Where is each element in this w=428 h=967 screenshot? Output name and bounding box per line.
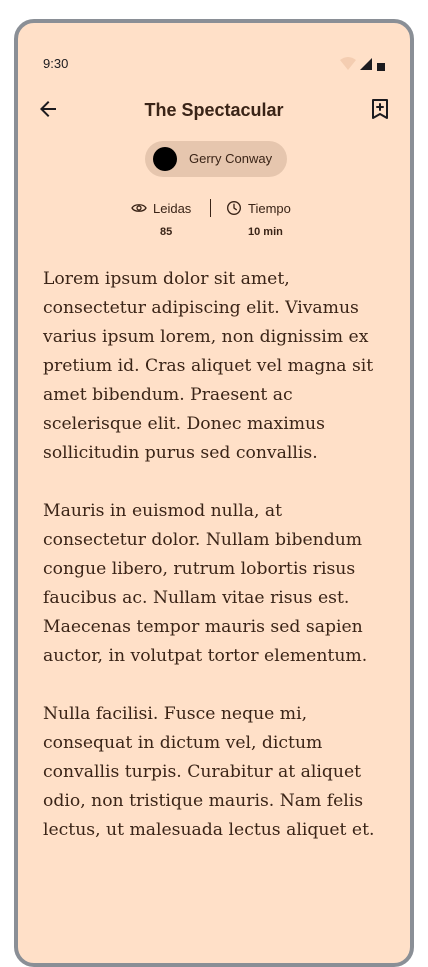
article-stats <box>18 199 410 243</box>
reads-value: 85 <box>160 226 173 238</box>
status-time: 9:30 <box>43 56 69 71</box>
clock-icon <box>226 200 242 216</box>
article-paragraph: Nulla facilisi. Fusce neque mi, consequat in dictum vel, dictum convallis turpis. Curabitur at aliquet odio, non tristique mauris. Nam felis lectus, ut malesuada lectus aliquet et. <box>43 704 375 840</box>
app-bar <box>18 91 410 131</box>
eye-icon <box>131 200 147 216</box>
stats-divider <box>210 199 211 217</box>
avatar <box>153 147 177 171</box>
time-value: 10 min <box>248 226 283 238</box>
time-label: Tiempo <box>248 201 291 216</box>
article-paragraph: Mauris in euismod nulla, at consectetur dolor. Nullam bibendum congue libero, rutrum lobortis risus faucibus ac. Nullam vitae risus est. Maecenas tempor mauris sed sapien auctor, in volutpat tortor elementum. <box>43 501 368 666</box>
cellular-signal-icon <box>360 58 372 70</box>
phone-frame <box>14 19 414 967</box>
author-name: Gerry Conway <box>189 151 273 166</box>
page-title: The Spectacular <box>144 100 284 120</box>
reads-label: Leidas <box>153 201 192 216</box>
author-chip[interactable] <box>145 141 287 177</box>
article-paragraph: Lorem ipsum dolor sit amet, consectetur adipiscing elit. Vivamus varius ipsum lorem, non dignissim ex pretium id. Cras aliquet vel magna sit amet bibendum. Praesent ac scelerisque elit. Donec maximus sollicitudin purus sed convallis. <box>43 269 374 463</box>
wifi-icon <box>340 57 356 70</box>
status-icons <box>338 56 388 72</box>
battery-icon <box>377 63 385 71</box>
bookmark-add-icon[interactable] <box>368 97 392 121</box>
status-bar <box>18 23 410 71</box>
article-body <box>43 265 389 874</box>
